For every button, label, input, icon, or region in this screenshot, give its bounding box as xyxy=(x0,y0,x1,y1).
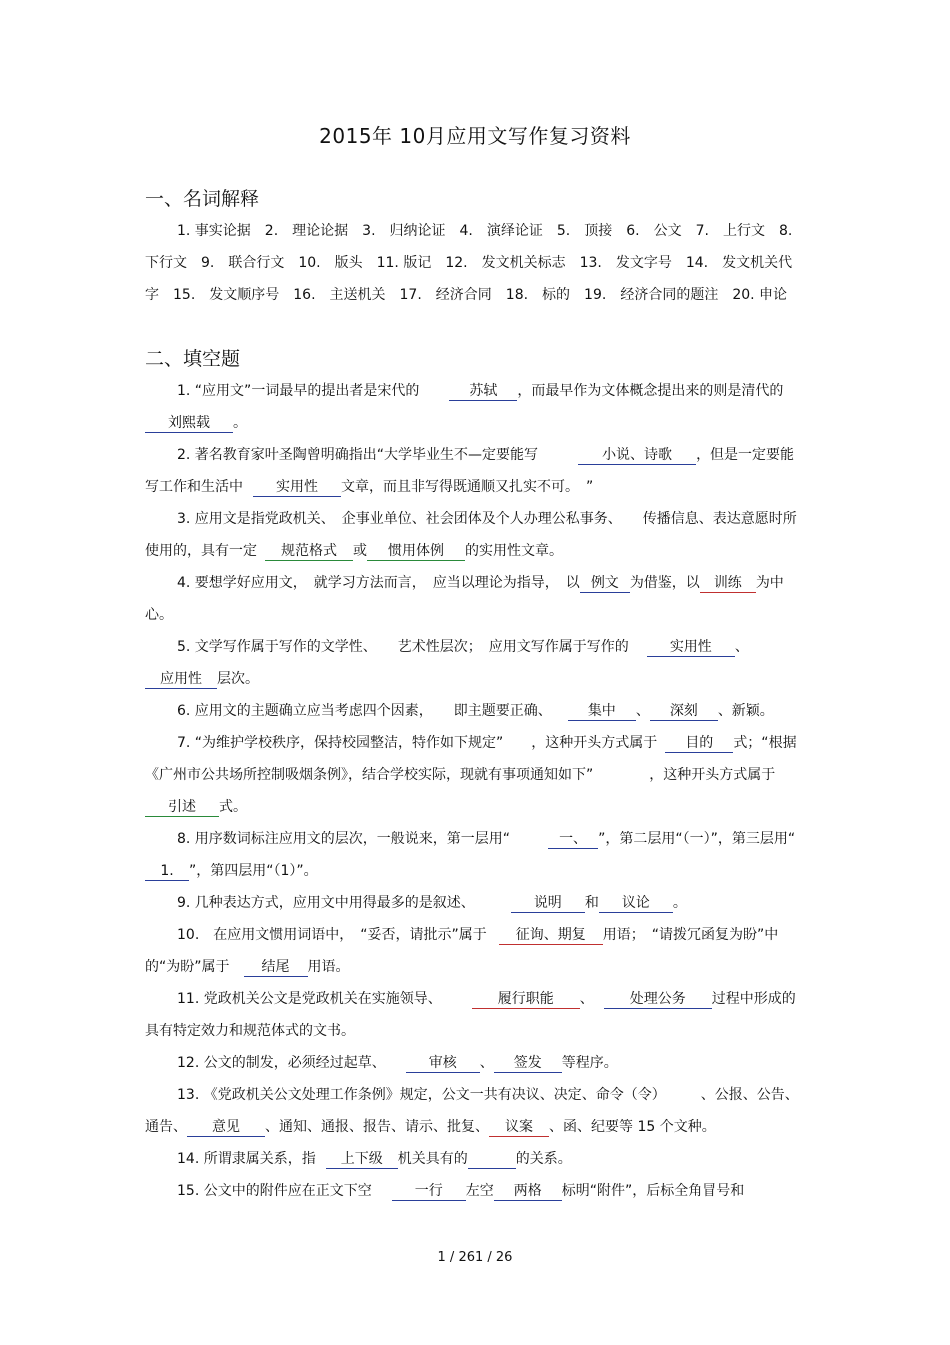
answer-blank: 一行 xyxy=(392,1182,466,1201)
question-12: 12. 公文的制发，必须经过起草、 审核 、 签发 等程序。 xyxy=(177,1055,618,1071)
answer-blank xyxy=(468,1150,516,1169)
answer-blank: 审核 xyxy=(406,1054,480,1073)
answer-blank: 1. xyxy=(145,862,189,881)
answer-blank: 深刻 xyxy=(650,702,718,721)
question-3: 3. 应用文是指党政机关、 企事业单位、社会团体及个人办理公私事务、 传播信息、表达意愿时所使用的，具有一定 规范格式 或 惯用体例 的实用性文章。 xyxy=(145,511,797,559)
answer-blank: 处理公务 xyxy=(604,990,712,1009)
question-2: 2. 著名教育家叶圣陶曾明确指出“大学毕业生不—定要能写 小说、诗歌 ，但是一定要能写工作和生活中 实用性 文章，而且非写得既通顺又扎实不可。 ” xyxy=(145,447,795,495)
question-14: 14. 所谓隶属关系，指 上下级 机关具有的 的关系。 xyxy=(177,1151,572,1167)
answer-blank: 签发 xyxy=(494,1054,562,1073)
document-title: 2015年 10月应用文写作复习资料 xyxy=(319,124,631,148)
page-number: 1 / 261 / 26 xyxy=(437,1250,513,1265)
terms-paragraph xyxy=(145,216,805,311)
question-1: 1. “应用文”一词最早的提出者是宋代的 苏轼 ，而最早作为文体概念提出来的则是清代的刘熙载 。 xyxy=(145,376,805,440)
answer-blank: 结尾 xyxy=(244,958,308,977)
question-10: 10. 在应用文惯用词语中， “妥否，请批示”属于 征询、期复 用语； “请拨冗函复为盼”中的“为盼”属于 结尾 用语。 xyxy=(145,927,779,975)
section-heading-fill-blanks: 二、填空题 xyxy=(145,348,241,370)
answer-blank: 议论 xyxy=(599,894,673,913)
answer-blank: 应用性 xyxy=(145,670,217,689)
answer-blank: 履行职能 xyxy=(472,990,580,1009)
answer-blank: 小说、诗歌 xyxy=(578,446,696,465)
terms-list: 1. 事实论据 2. 理论论据 3. 归纳论证 4. 演绎论证 5. 顶接 6. 公文 7. 上行文 8. 下行文 9. 联合行文 10. 版头 11. 版记 12. 发文机关标志 13. 发文字号 14. 发文机关代字 15. 发文顺序号 16. 主送机关 17. 经济合同 18. 标的 19. 经济合同的题注 20. 申论 xyxy=(145,223,793,303)
answer-blank: 集中 xyxy=(568,702,636,721)
question-6: 6. 应用文的主题确立应当考虑四个因素， 即主题要正确、 集中 、 深刻 、新颖。 xyxy=(177,703,774,719)
answer-blank: 说明 xyxy=(511,894,585,913)
answer-blank: 议案 xyxy=(489,1118,549,1137)
answer-blank: 实用性 xyxy=(647,638,735,657)
question-5: 5. 文学写作属于写作的文学性、 艺术性层次； 应用文写作属于写作的 实用性 、应用性 层次。 xyxy=(145,632,805,696)
answer-blank: 实用性 xyxy=(253,478,341,497)
answer-blank: 惯用体例 xyxy=(367,542,465,561)
section-heading-terms: 一、名词解释 xyxy=(145,188,260,210)
question-9: 9. 几种表达方式，应用文中用得最多的是叙述、 说明 和 议论 。 xyxy=(177,895,687,911)
answer-blank: 意见 xyxy=(187,1118,265,1137)
answer-blank: 例文 xyxy=(580,574,630,593)
answer-blank: 引述 xyxy=(145,798,219,817)
answer-blank: 目的 xyxy=(665,734,733,753)
question-7: 7. “为维护学校秩序，保持校园整洁，特作如下规定” ，这种开头方式属于 目的 式；“根据《广州市公共场所控制吸烟条例》，结合学校实际，现就有事项通知如下” ，这种开头方式属于引述 式。 xyxy=(145,735,797,815)
answer-blank: 一、 xyxy=(548,830,598,849)
question-15: 15. 公文中的附件应在正文下空 一行 左空 两格 标明“附件”，后标全角冒号和 xyxy=(177,1183,745,1199)
answer-blank: 两格 xyxy=(494,1182,562,1201)
question-11: 11. 党政机关公文是党政机关在实施领导、 履行职能 、 处理公务 过程中形成的具有特定效力和规范体式的文书。 xyxy=(145,991,796,1039)
answer-blank: 苏轼 xyxy=(449,382,517,401)
question-4: 4. 要想学好应用文， 就学习方法而言， 应当以理论为指导， 以 例文 为借鉴，以 训练 为中心。 xyxy=(145,575,784,623)
answer-blank: 规范格式 xyxy=(265,542,353,561)
answer-blank: 征询、期复 xyxy=(499,926,603,945)
answer-blank: 上下级 xyxy=(326,1150,398,1169)
answer-blank: 刘熙载 xyxy=(145,414,233,433)
question-13: 13. 《党政机关公文处理工作条例》规定，公文一共有决议、决定、命令（令） 、公报、公告、通告、 意见 、通知、通报、报告、请示、批复、 议案 、函、纪要等 15 个文种。 xyxy=(145,1087,799,1135)
answer-blank: 训练 xyxy=(700,574,756,593)
question-8: 8. 用序数词标注应用文的层次，一般说来，第一层用“ 一、 ”，第二层用“（一）”，第三层用“1. ”，第四层用“（1）”。 xyxy=(145,824,805,888)
